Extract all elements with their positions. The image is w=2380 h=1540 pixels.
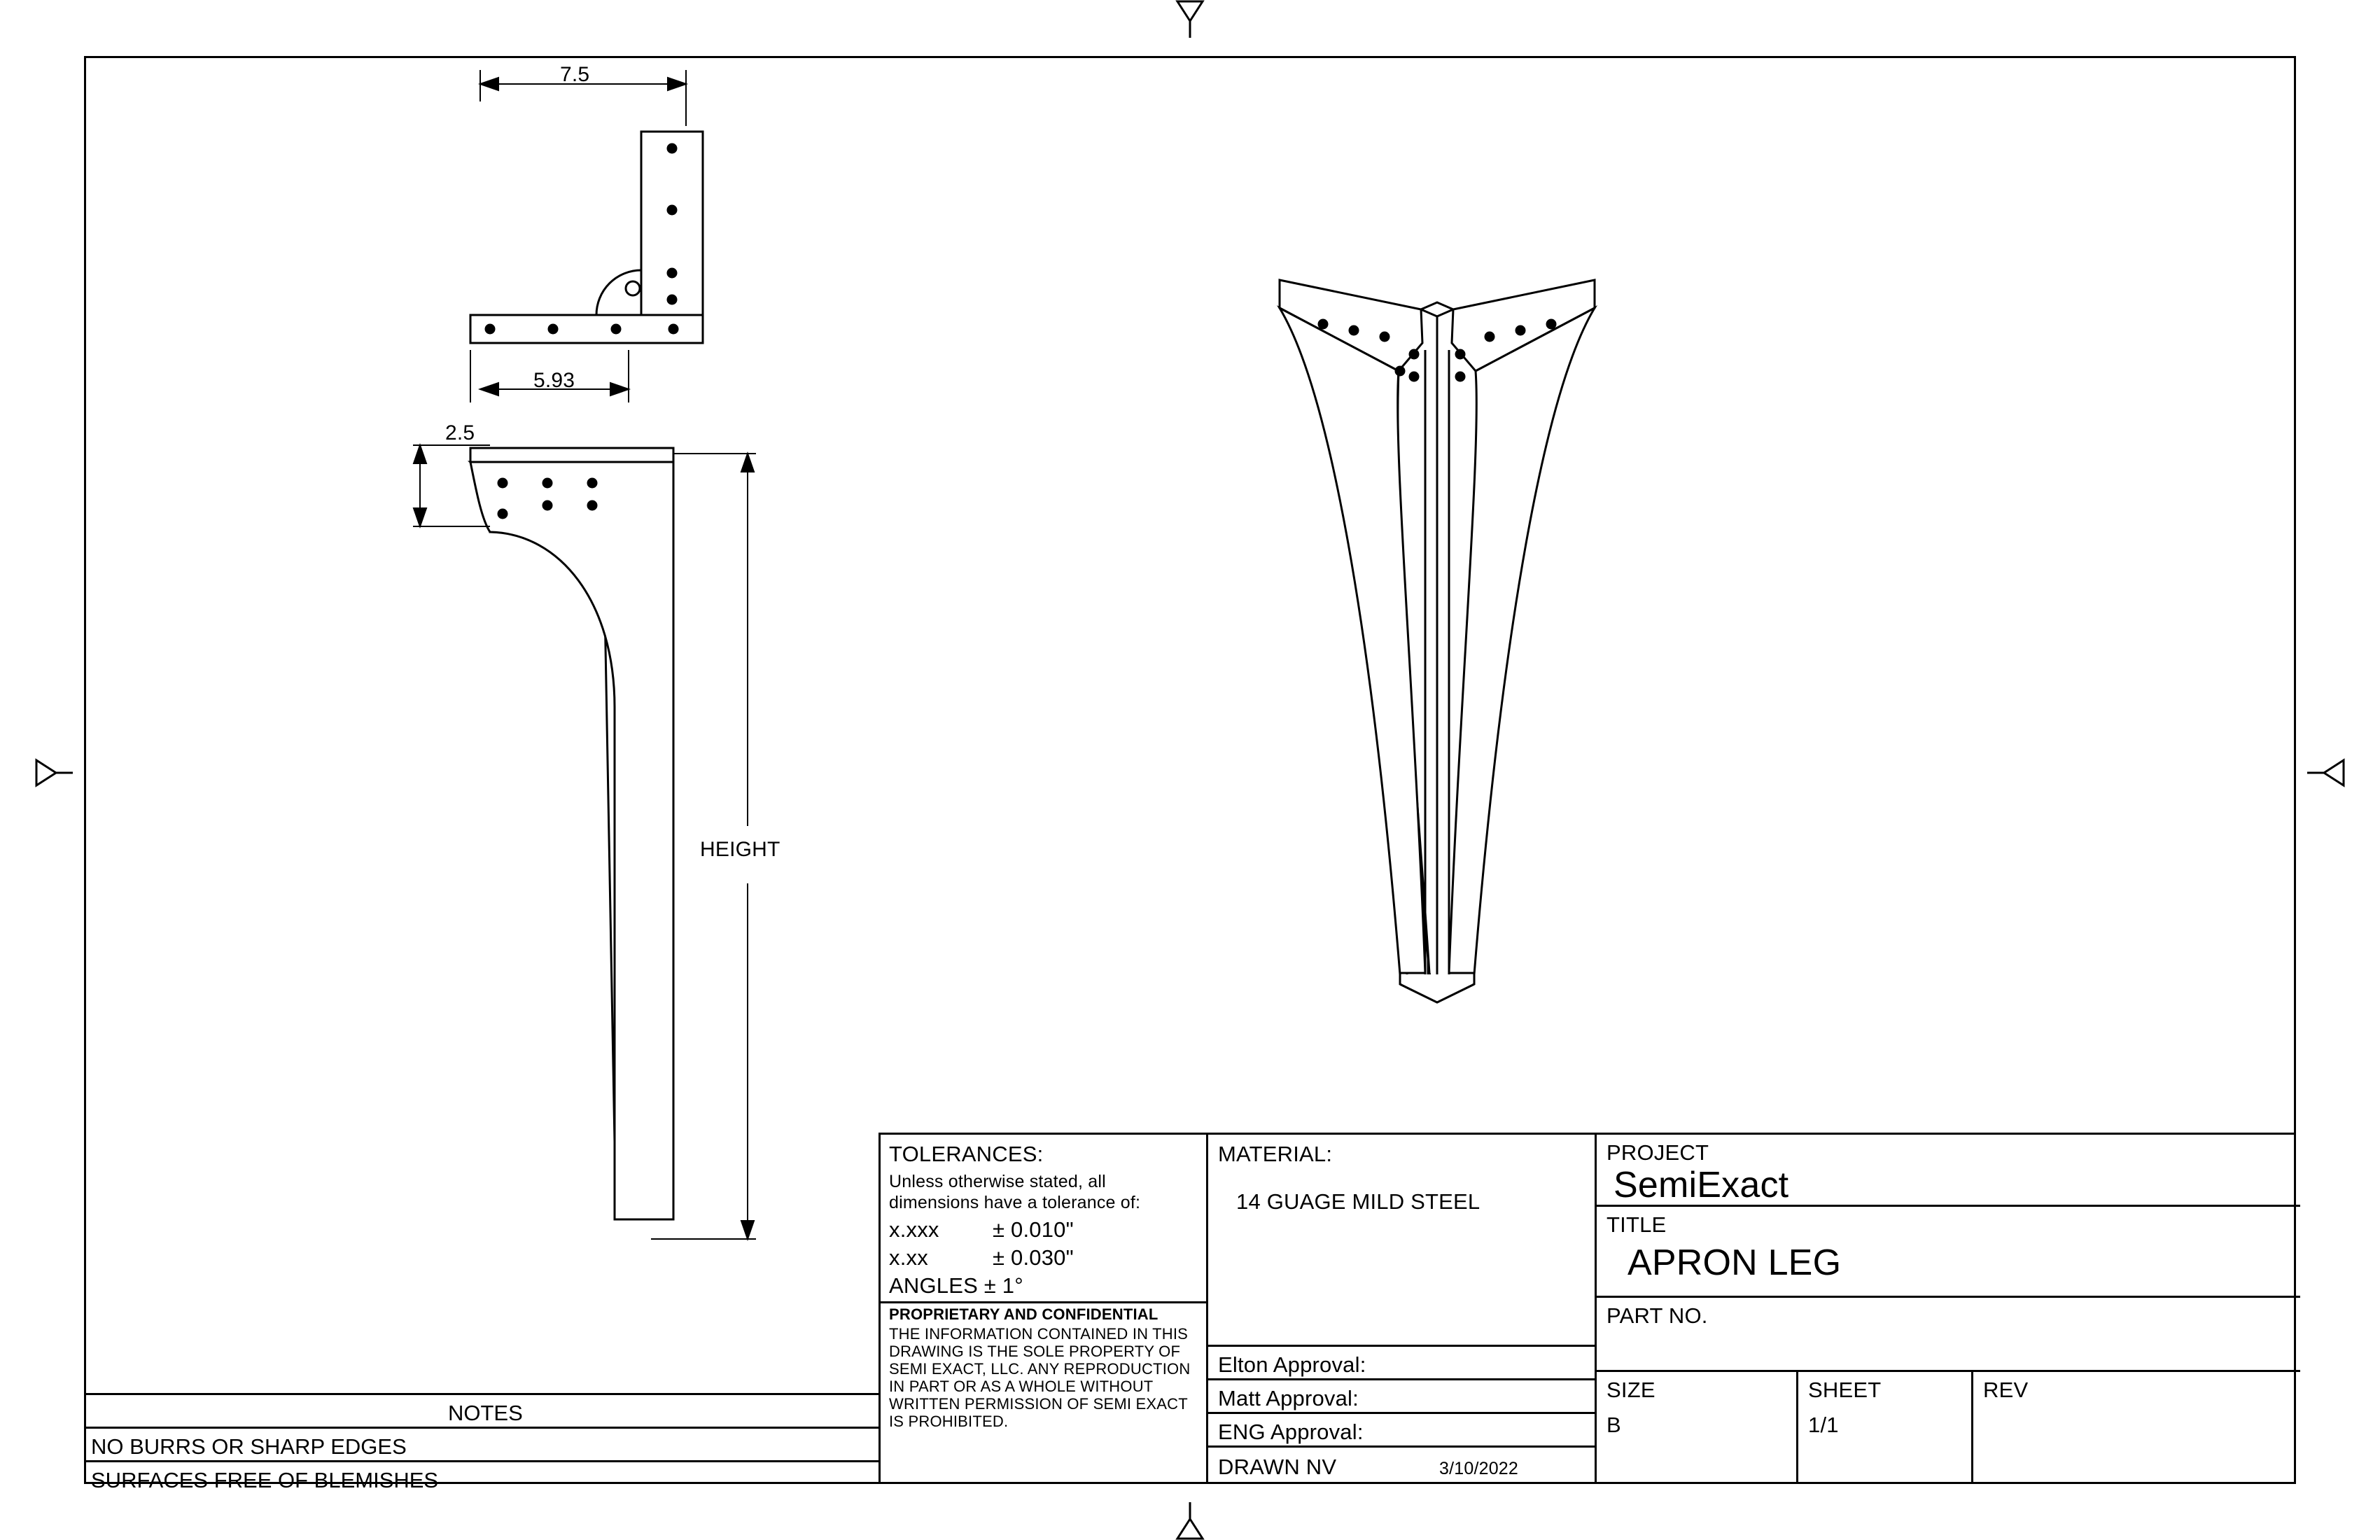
size-cell — [1597, 1370, 1796, 1482]
project-value: SemiExact — [1614, 1165, 1789, 1205]
tolerances-cell — [881, 1135, 1206, 1482]
approval-row-1[interactable] — [1208, 1345, 1597, 1378]
sheet-cell — [1796, 1370, 1971, 1482]
tolerances-divider — [881, 1301, 1206, 1303]
material-label: MATERIAL: — [1218, 1142, 1333, 1166]
center-mark-bottom — [1177, 1502, 1203, 1539]
drawn-row — [1208, 1446, 1597, 1482]
tolerances-header: TOLERANCES: — [889, 1142, 1044, 1166]
tolerance-row-2-value: ± 0.030" — [993, 1245, 1074, 1270]
title-row — [1597, 1205, 2300, 1296]
notes-block — [84, 1393, 881, 1492]
note-item-1: NO BURRS OR SHARP EDGES — [91, 1434, 407, 1459]
dim-label-bottom-width: 5.93 — [533, 369, 575, 392]
approval-row-2[interactable] — [1208, 1378, 1597, 1412]
center-mark-top — [1177, 1, 1203, 38]
material-value: 14 GUAGE MILD STEEL — [1236, 1189, 1480, 1214]
drawn-date: 3/10/2022 — [1439, 1459, 1519, 1478]
tolerance-row-1-label: x.xxx — [889, 1217, 939, 1242]
approval-1-label: Elton Approval: — [1218, 1352, 1366, 1377]
confidential-title: PROPRIETARY AND CONFIDENTIAL — [889, 1306, 1158, 1323]
dim-label-overall-height: HEIGHT — [700, 838, 780, 861]
drawn-label: DRAWN NV — [1218, 1455, 1337, 1479]
notes-row-1 — [84, 1427, 881, 1460]
center-mark-right — [2307, 760, 2344, 785]
title-value: APRON LEG — [1628, 1242, 1842, 1283]
project-row — [1597, 1135, 2300, 1205]
approval-3-label: ENG Approval: — [1218, 1420, 1364, 1444]
partno-row — [1597, 1296, 2300, 1370]
notes-row-2 — [84, 1460, 881, 1494]
tolerances-intro: Unless otherwise stated, all dimensions have a tolerance of: — [889, 1172, 1141, 1212]
material-approvals-cell — [1206, 1135, 1595, 1482]
size-value: B — [1606, 1413, 1621, 1437]
project-label: PROJECT — [1606, 1140, 1709, 1165]
size-label: SIZE — [1606, 1378, 1656, 1402]
tolerance-row-1-value: ± 0.010" — [993, 1217, 1074, 1242]
tolerance-angles: ANGLES ± 1° — [889, 1273, 1023, 1298]
approval-row-3[interactable] — [1208, 1412, 1597, 1446]
notes-header-row — [84, 1393, 881, 1427]
project-title-cell — [1595, 1135, 2298, 1482]
rev-label: REV — [1983, 1378, 2029, 1402]
title-block — [878, 1133, 2296, 1484]
title-label: TITLE — [1606, 1212, 1667, 1237]
sheet-value: 1/1 — [1808, 1413, 1839, 1437]
center-mark-left — [36, 760, 73, 785]
dim-label-top-width: 7.5 — [560, 63, 590, 86]
notes-header: NOTES — [448, 1401, 523, 1425]
dim-label-flange-height: 2.5 — [445, 421, 475, 444]
approval-2-label: Matt Approval: — [1218, 1386, 1359, 1410]
partno-label: PART NO. — [1606, 1303, 1708, 1328]
confidential-body: THE INFORMATION CONTAINED IN THIS DRAWING IS THE SOLE PROPERTY OF SEMI EXACT, LLC. ANY REPRODUCTION IN PART OR AS A WHOLE WITHOUT WRITTEN PERMISSION OF SEMI EXACT IS PROHIBITED. — [889, 1325, 1191, 1430]
rev-cell — [1971, 1370, 2300, 1482]
note-item-2: SURFACES FREE OF BLEMISHES — [91, 1468, 439, 1492]
tolerance-row-2-label: x.xx — [889, 1245, 928, 1270]
sheet-label: SHEET — [1808, 1378, 1882, 1402]
